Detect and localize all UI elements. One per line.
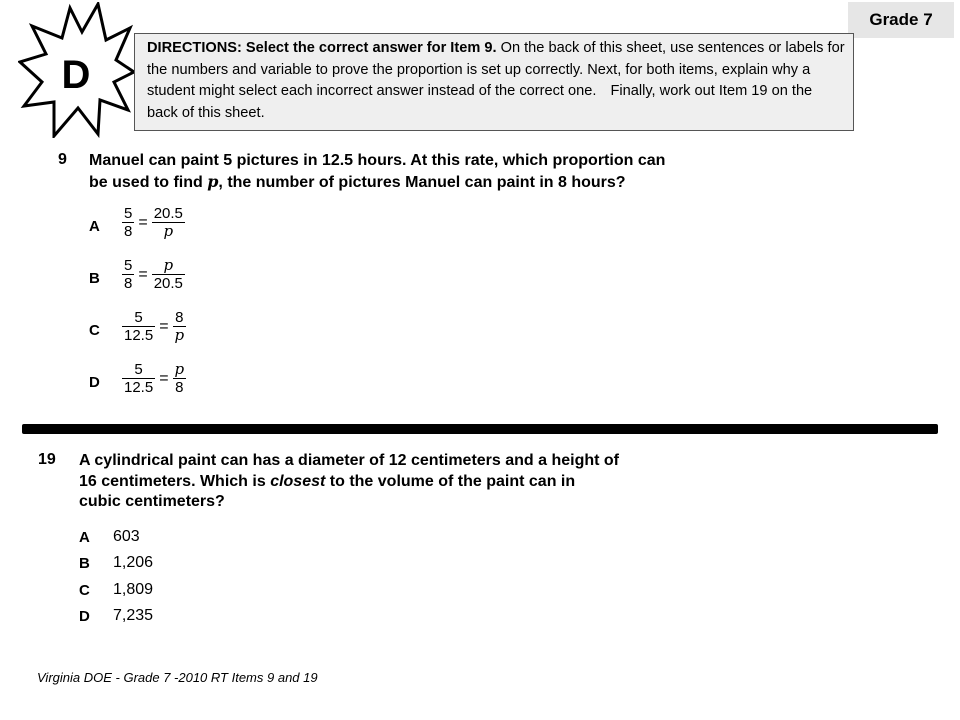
item19-option-letter[interactable]: A xyxy=(79,529,90,546)
left-fraction xyxy=(122,205,134,240)
item19-line2-pre: 16 centimeters. Which is xyxy=(79,472,266,490)
right-fraction xyxy=(173,361,187,396)
item9-variable: p xyxy=(207,171,219,191)
equals-sign: = xyxy=(138,213,148,231)
item9-line2-pre: be used to find xyxy=(89,173,203,191)
directions-box xyxy=(134,33,854,131)
item9-option-proportion[interactable] xyxy=(122,361,186,396)
fraction-numerator: 20.5 xyxy=(153,205,183,222)
fraction-numerator: 5 xyxy=(124,205,133,222)
item19-option-letter[interactable]: C xyxy=(79,582,90,599)
fraction-denominator: p xyxy=(174,326,185,344)
fraction-numerator: p xyxy=(174,360,185,378)
fraction-denominator: p xyxy=(163,222,174,240)
fraction-numerator: 5 xyxy=(134,361,143,378)
fraction-denominator: 20.5 xyxy=(153,275,183,292)
left-fraction xyxy=(122,257,134,292)
item19-option-letter[interactable]: B xyxy=(79,555,90,572)
fraction-numerator: 8 xyxy=(175,309,184,326)
fraction-numerator: p xyxy=(163,256,174,274)
item9-number: 9 xyxy=(58,151,67,168)
item9-option-letter[interactable]: D xyxy=(89,374,100,391)
item19-question xyxy=(79,451,779,513)
equals-sign: = xyxy=(138,265,148,283)
item19-option-value[interactable]: 1,206 xyxy=(113,554,154,571)
item9-option-proportion[interactable] xyxy=(122,205,185,240)
item19-option-value[interactable]: 603 xyxy=(113,528,140,545)
starburst-badge xyxy=(18,2,136,138)
fraction-denominator: 8 xyxy=(124,275,133,292)
item19-line1: A cylindrical paint can has a diameter of 12 centimeters and a height of xyxy=(79,452,620,469)
fraction-denominator: 12.5 xyxy=(124,379,154,396)
left-fraction xyxy=(122,361,155,396)
item9-option-letter[interactable]: B xyxy=(89,270,100,287)
directions-final: Finally, work out Item 19 on the back of this sheet. xyxy=(147,83,813,121)
section-divider xyxy=(22,424,938,434)
item9-line1: Manuel can paint 5 pictures in 12.5 hours. At this rate, which proportion can xyxy=(89,152,666,169)
directions-body: On the back of this sheet, use sentences or labels for the numbers and variable to prove the proportion is set up correctly. Next, for both items, explain why a student might select each incorrect answer instead of the correct one. xyxy=(147,40,845,99)
item19-number: 19 xyxy=(38,451,56,468)
footer-source: Virginia DOE - Grade 7 -2010 RT Items 9 and 19 xyxy=(37,670,318,685)
badge-letter: D xyxy=(61,53,91,97)
item19-option-letter[interactable]: D xyxy=(79,608,90,625)
equals-sign: = xyxy=(159,317,169,335)
item9-option-letter[interactable]: A xyxy=(89,218,100,235)
fraction-numerator: 5 xyxy=(124,257,133,274)
fraction-denominator: 8 xyxy=(124,223,133,240)
fraction-denominator: 8 xyxy=(175,379,184,396)
item19-option-value[interactable]: 1,809 xyxy=(113,581,154,598)
item19-line3: cubic centimeters? xyxy=(79,493,225,510)
item9-question xyxy=(89,151,789,193)
directions-lead: DIRECTIONS: Select the correct answer for Item 9. xyxy=(147,40,497,56)
fraction-denominator: 12.5 xyxy=(124,327,154,344)
item9-option-proportion[interactable] xyxy=(122,309,186,344)
item9-option-proportion[interactable] xyxy=(122,257,185,292)
equals-sign: = xyxy=(159,369,169,387)
item9-line2-post: , the number of pictures Manuel can paint in 8 hours? xyxy=(218,173,626,191)
left-fraction xyxy=(122,309,155,344)
item19-line2-post: to the volume of the paint can in xyxy=(329,472,576,490)
right-fraction xyxy=(152,205,185,240)
item9-option-letter[interactable]: C xyxy=(89,322,100,339)
right-fraction xyxy=(152,257,185,292)
item19-line2 xyxy=(79,472,779,493)
right-fraction xyxy=(173,309,187,344)
grade-label: Grade 7 xyxy=(848,2,954,38)
item19-emphasis: closest xyxy=(270,472,326,490)
item9-line2 xyxy=(89,172,789,194)
fraction-numerator: 5 xyxy=(134,309,143,326)
item19-option-value[interactable]: 7,235 xyxy=(113,607,154,624)
